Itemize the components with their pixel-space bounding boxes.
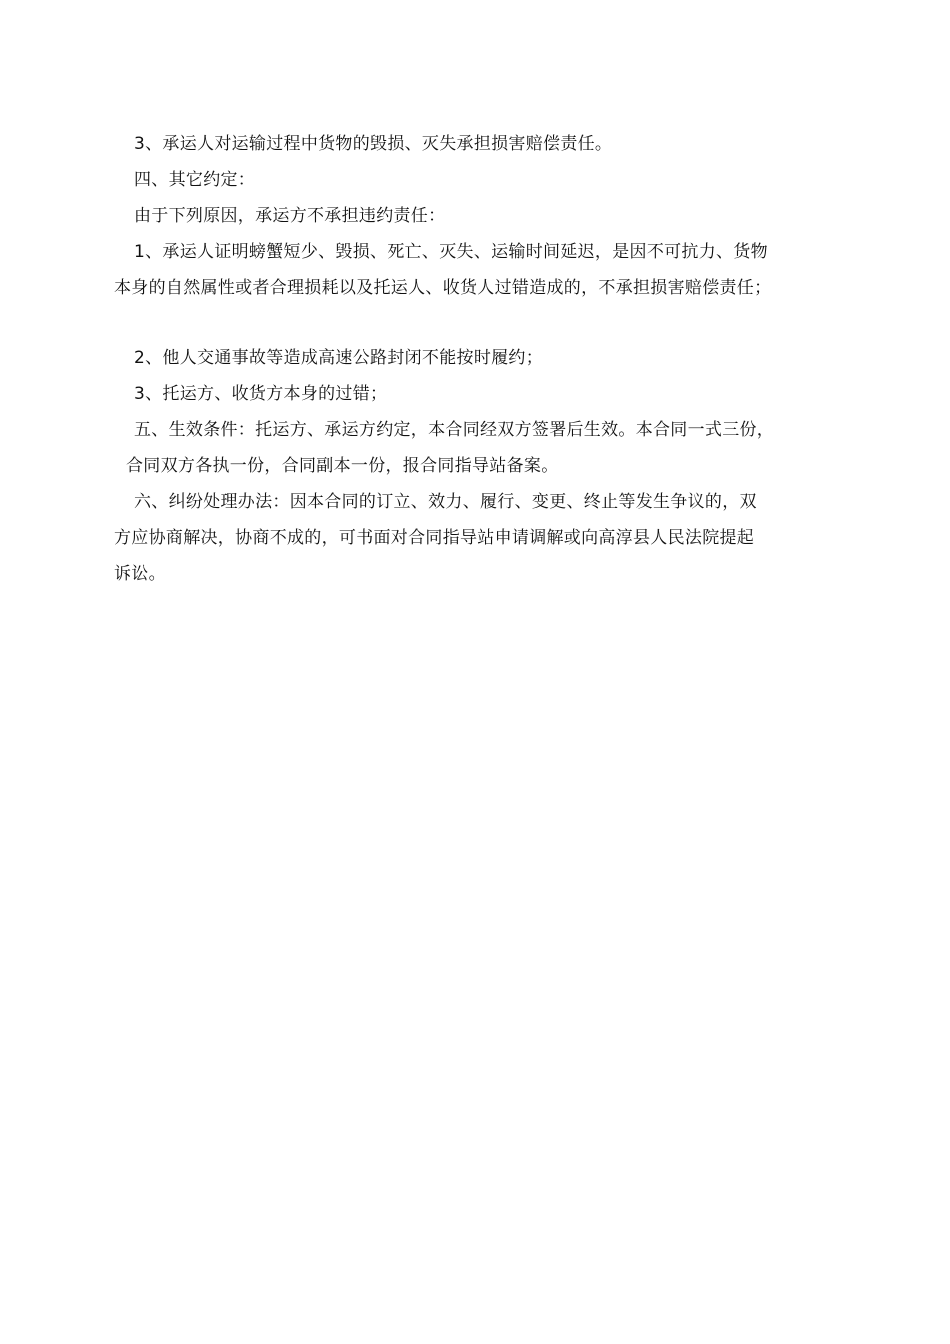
paragraph-exemption-intro: 由于下列原因，承运方不承担违约责任： — [134, 206, 446, 226]
paragraph-exemption-3: 3、托运方、收货方本身的过错； — [134, 384, 388, 404]
paragraph-exemption-1-line1: 1、承运人证明螃蟹短少、毁损、死亡、灭失、运输时间延迟，是因不可抗力、货物 — [134, 242, 768, 262]
paragraph-effective-conditions-line1: 五、生效条件：托运方、承运方约定，本合同经双方签署后生效。本合同一式三份， — [134, 420, 775, 440]
paragraph-effective-conditions-line2: 合同双方各执一份，合同副本一份，报合同指导站备案。 — [126, 456, 559, 476]
document-body — [114, 126, 854, 592]
paragraph-exemption-1-line2: 本身的自然属性或者合理损耗以及托运人、收货人过错造成的，不承担损害赔偿责任； — [114, 278, 772, 298]
paragraph-spacer — [114, 306, 854, 340]
paragraph-dispute-resolution-line3: 诉讼。 — [114, 564, 166, 584]
paragraph-dispute-resolution-line1: 六、纠纷处理办法：因本合同的订立、效力、履行、变更、终止等发生争议的，双 — [134, 492, 757, 512]
paragraph-dispute-resolution-line2: 方应协商解决，协商不成的，可书面对合同指导站申请调解或向高淳县人民法院提起 — [114, 528, 755, 548]
paragraph-exemption-2: 2、他人交通事故等造成高速公路封闭不能按时履约； — [134, 348, 544, 368]
paragraph-carrier-liability: 3、承运人对运输过程中货物的毁损、灭失承担损害赔偿责任。 — [134, 134, 613, 154]
section-heading-other-terms: 四、其它约定： — [134, 170, 256, 190]
